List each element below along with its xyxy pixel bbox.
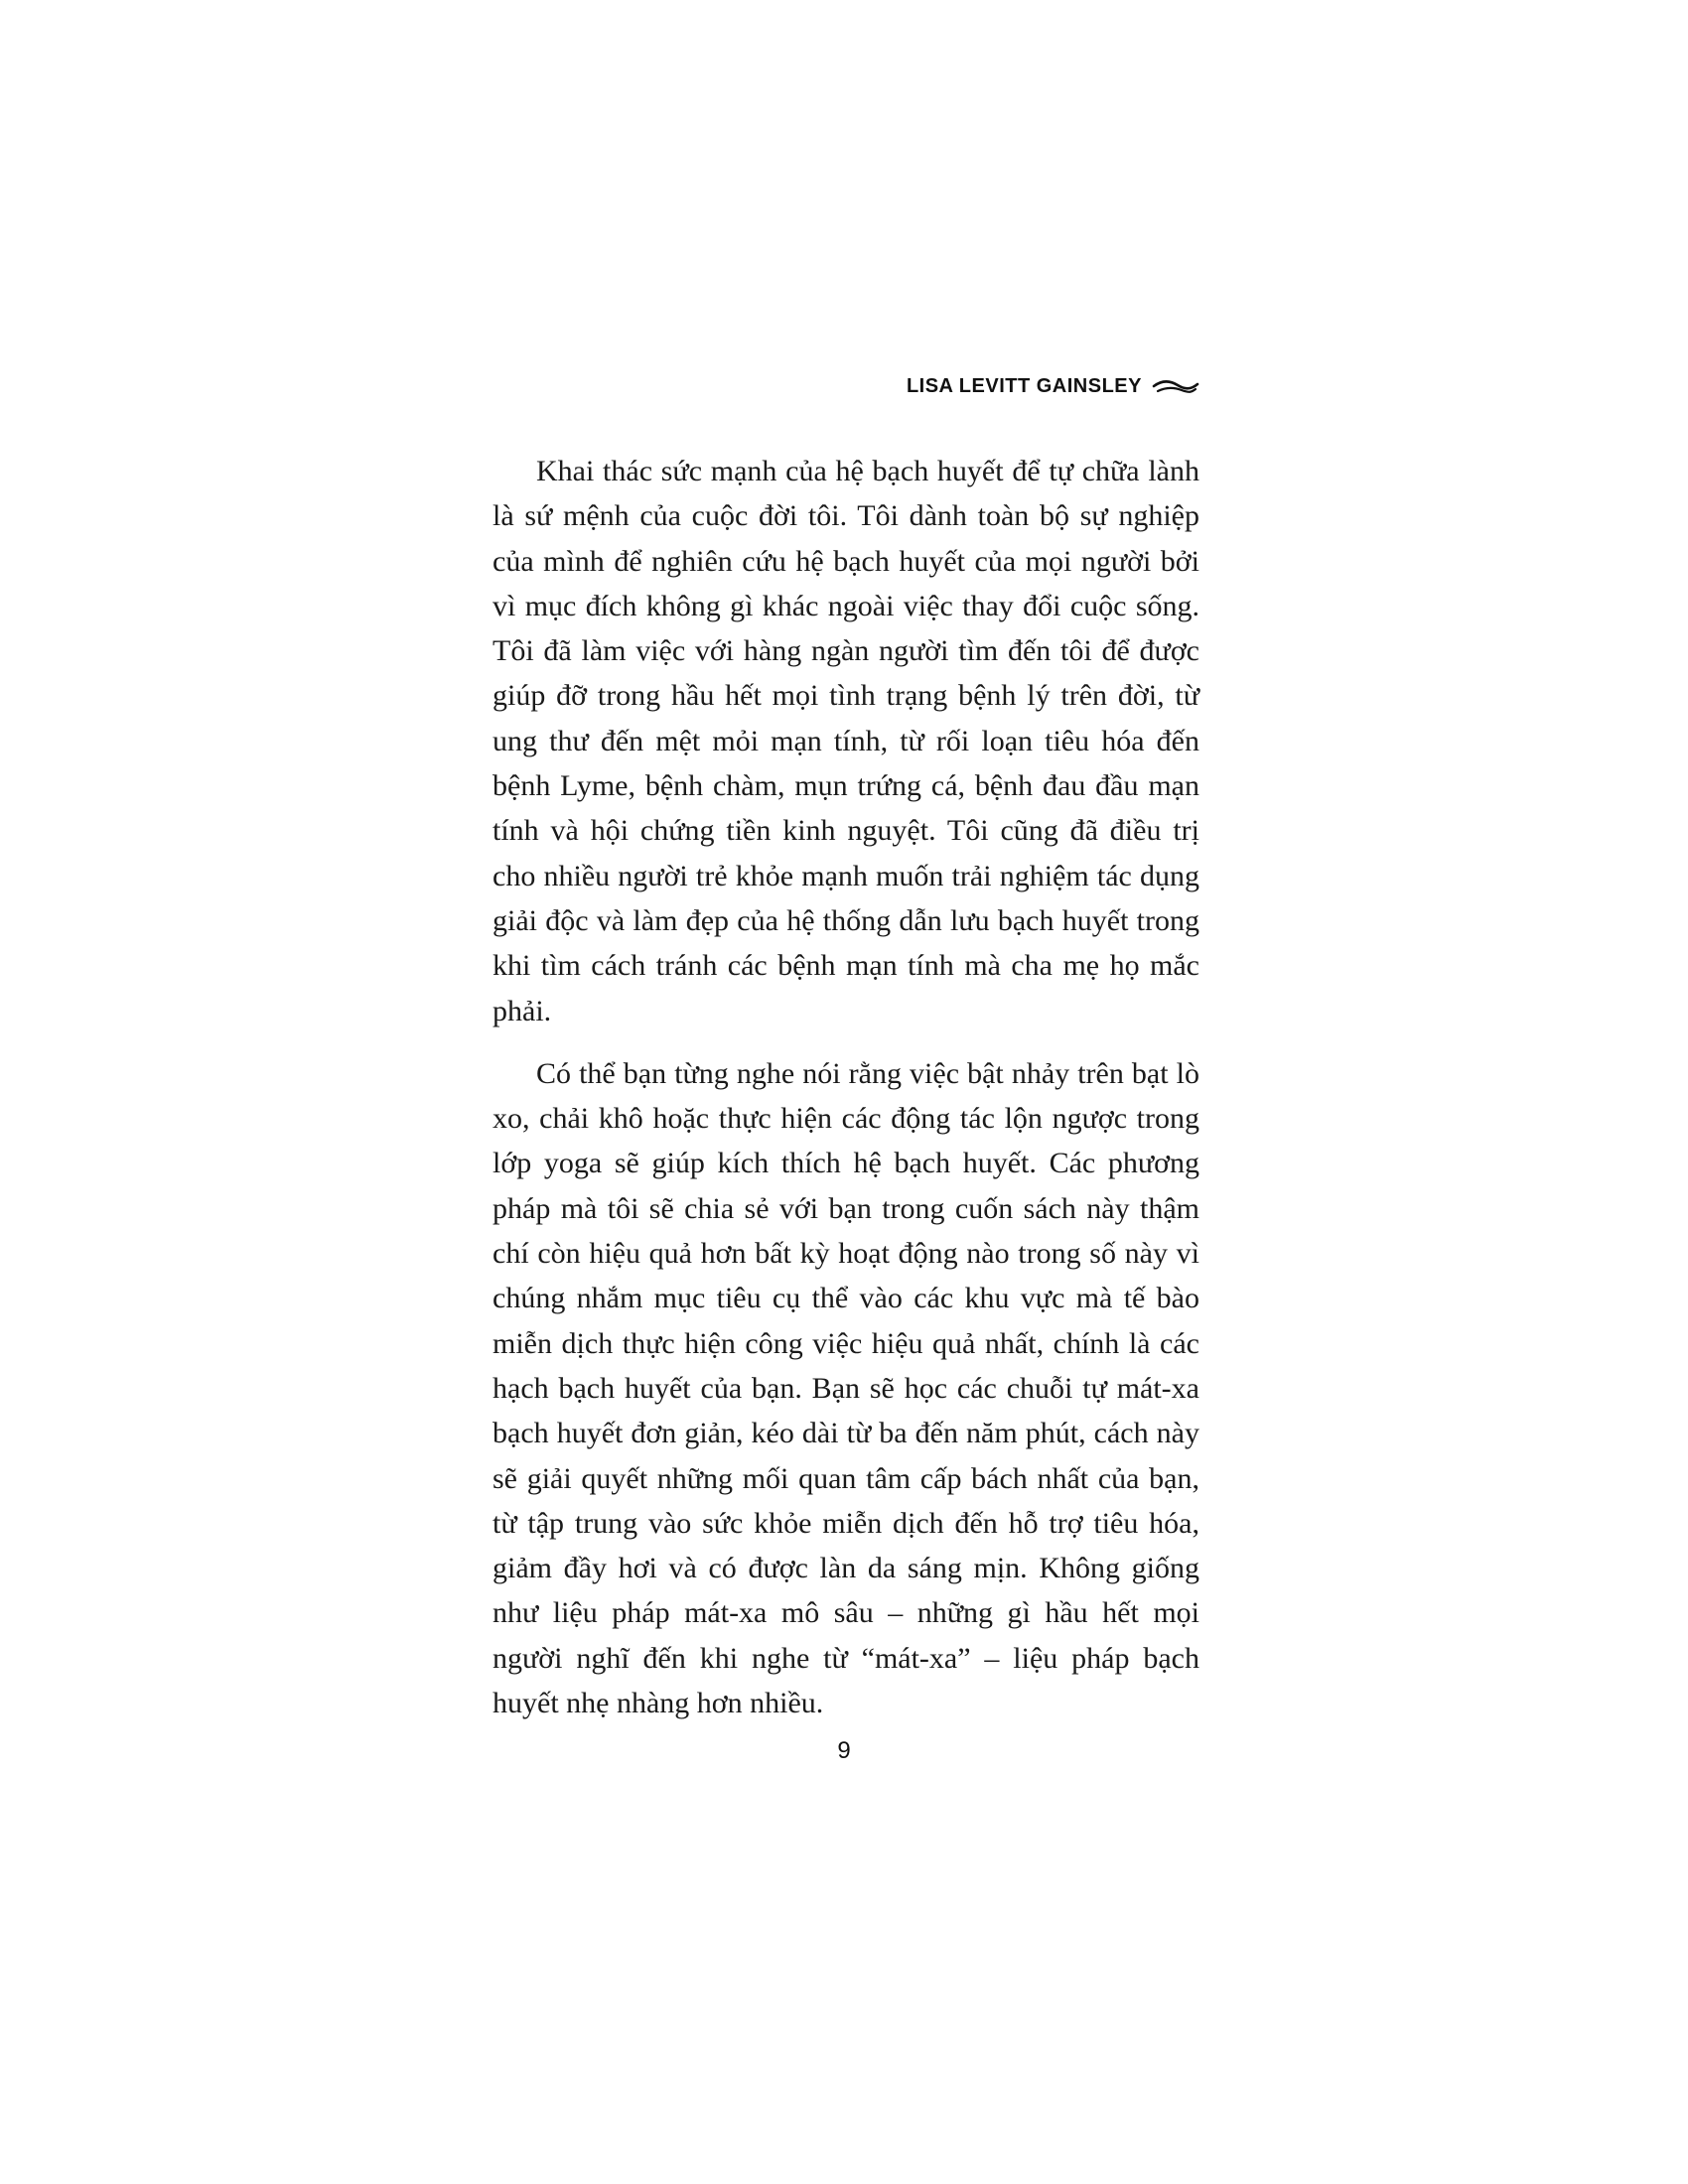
- running-head: [907, 375, 1199, 398]
- page-number: 9: [837, 1737, 851, 1764]
- wave-icon: [1152, 378, 1199, 396]
- body-text: [492, 449, 1199, 1725]
- paragraph-1: Khai thác sức mạnh của hệ bạch huyết để tự chữa lành là sứ mệnh của cuộc đời tôi. Tôi dành toàn bộ sự nghiệp của mình để nghiên cứu hệ bạch huyết của mọi người bởi vì mục đích không gì khác ngoài việc thay đổi cuộc sống. Tôi đã làm việc với hàng ngàn người tìm đến tôi để được giúp đỡ trong hầu hết mọi tình trạng bệnh lý trên đời, từ ung thư đến mệt mỏi mạn tính, từ rối loạn tiêu hóa đến bệnh Lyme, bệnh chàm, mụn trứng cá, bệnh đau đầu mạn tính và hội chứng tiền kinh nguyệt. Tôi cũng đã điều trị cho nhiều người trẻ khỏe mạnh muốn trải nghiệm tác dụng giải độc và làm đẹp của hệ thống dẫn lưu bạch huyết trong khi tìm cách tránh các bệnh mạn tính mà cha mẹ họ mắc phải.: [492, 455, 1199, 1027]
- paragraph-2: Có thể bạn từng nghe nói rằng việc bật nhảy trên bạt lò xo, chải khô hoặc thực hiện các động tác lộn ngược trong lớp yoga sẽ giúp kích thích hệ bạch huyết. Các phương pháp mà tôi sẽ chia sẻ với bạn trong cuốn sách này thậm chí còn hiệu quả hơn bất kỳ hoạt động nào trong số này vì chúng nhắm mục tiêu cụ thể vào các khu vực mà tế bào miễn dịch thực hiện công việc hiệu quả nhất, chính là các hạch bạch huyết của bạn. Bạn sẽ học các chuỗi tự mát-xa bạch huyết đơn giản, kéo dài từ ba đến năm phút, cách này sẽ giải quyết những mối quan tâm cấp bách nhất của bạn, từ tập trung vào sức khỏe miễn dịch đến hỗ trợ tiêu hóa, giảm đầy hơi và có được làn da sáng mịn. Không giống như liệu pháp mát-xa mô sâu – những gì hầu hết mọi người nghĩ đến khi nghe từ “mát-xa” – liệu pháp bạch huyết nhẹ nhàng hơn nhiều.: [492, 1056, 1199, 1720]
- author-name: LISA LEVITT GAINSLEY: [906, 375, 1142, 397]
